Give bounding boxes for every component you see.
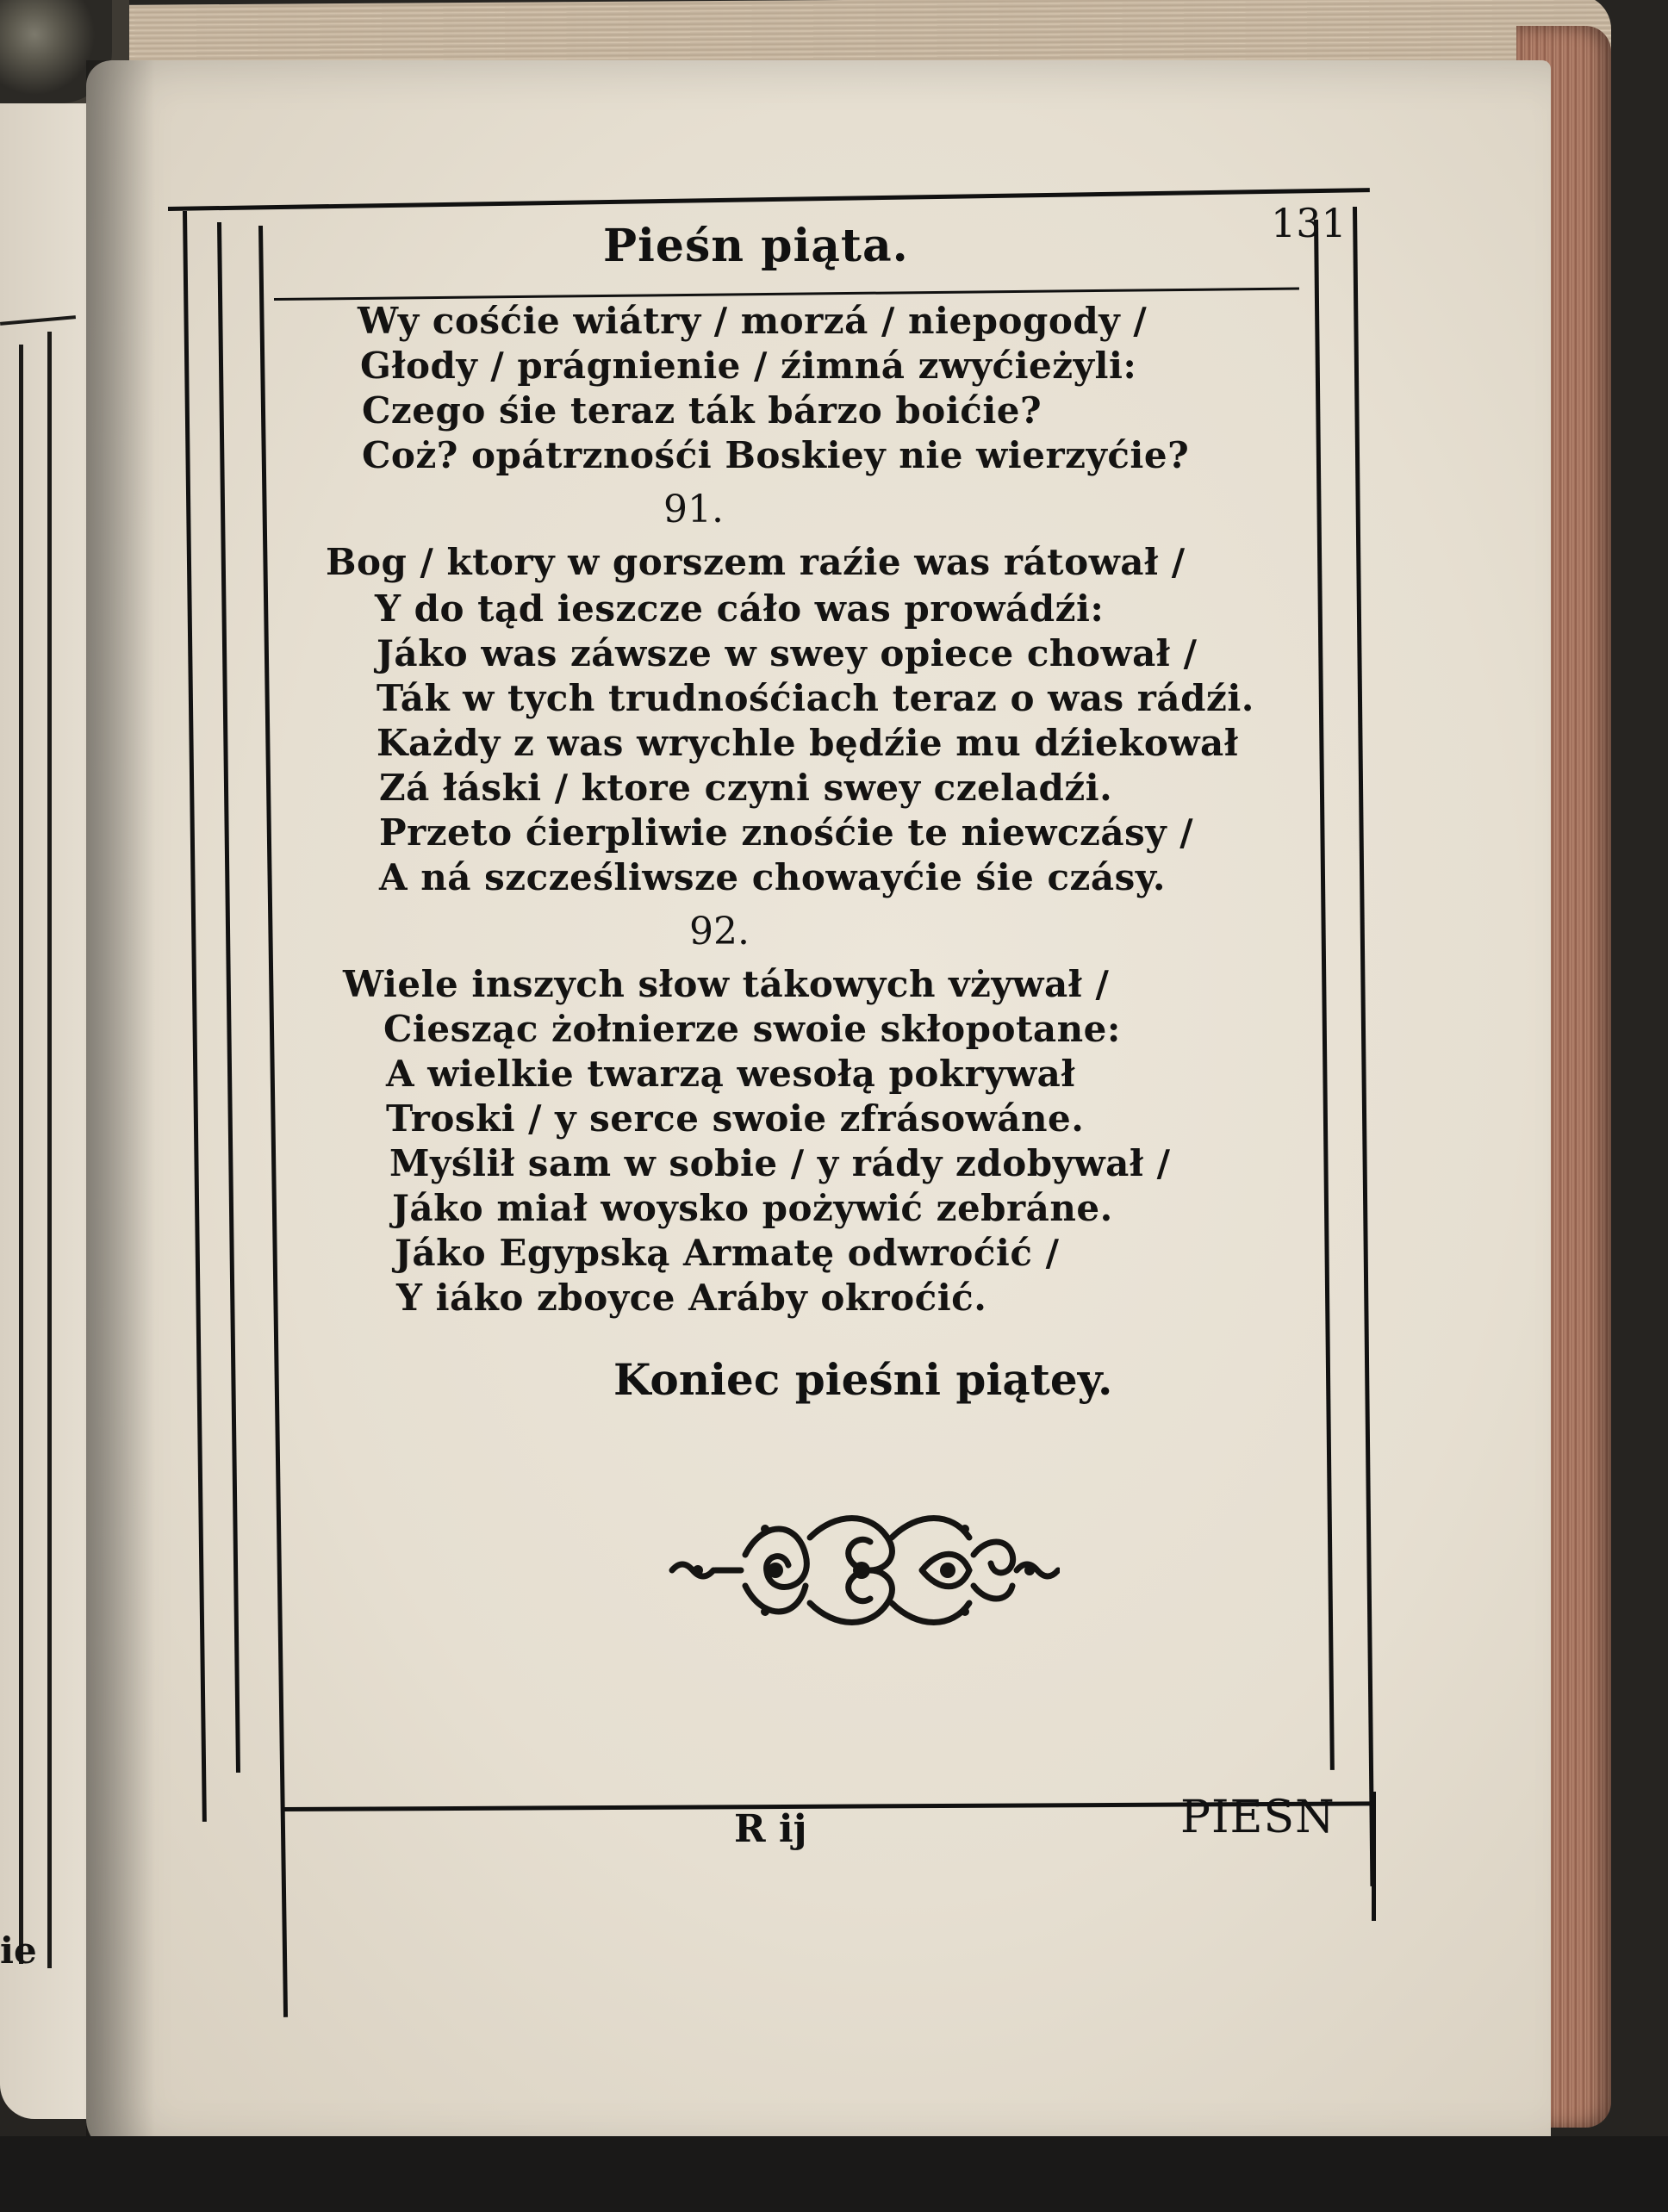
verse-line: Y do tąd ieszcze cáło was prowádźi:: [375, 587, 1105, 630]
previous-page-rule: [19, 345, 23, 1964]
verse-line: Zá łáski / ktore czyni swey czeladźi.: [379, 767, 1113, 809]
verse-line: Jáko Egypską Armatę odwroćić /: [395, 1232, 1060, 1274]
verse-line: Jáko was záwsze w swey opiece chował /: [377, 632, 1198, 674]
catchword: PIESN: [1180, 1792, 1335, 1843]
verse-line: A wielkie twarzą wesołą pokrywał: [386, 1053, 1076, 1095]
printers-ornament: [663, 1503, 1060, 1632]
verse-line: Ták w tych trudnośćiach teraz o was rádźi.: [377, 677, 1254, 719]
verse-line: Wiele inszych słow tákowych vżywał /: [343, 963, 1110, 1005]
previous-page-rule: [0, 315, 76, 326]
previous-page-rule: [47, 332, 52, 1968]
verse-line: Jáko miał woysko pożywić zebráne.: [392, 1187, 1113, 1229]
verse-line: Wy cośćie wiátry / morzá / niepogody /: [358, 300, 1148, 342]
closing-line: Koniec pieśni piątey.: [613, 1354, 1113, 1405]
verse-line: Czego śie teraz ták bárzo boićie?: [362, 389, 1042, 432]
page-header-title: Pieśn piąta.: [603, 220, 909, 272]
verse-line: Y iáko zboyce Aráby okroćić.: [396, 1277, 987, 1319]
frame-rule-right-outer2: [1372, 1792, 1376, 1921]
stanza-number: 91.: [663, 488, 724, 531]
page-number: 131: [1271, 200, 1347, 246]
stanza-number: 92.: [689, 910, 750, 954]
verse-line: Coż? opátrznośći Boskiey nie wierzyćie?: [362, 434, 1190, 476]
verse-line: Przeto ćierpliwie znośćie te niewczásy /: [379, 811, 1194, 854]
verse-line: Ciesząc żołnierze swoie skłopotane:: [383, 1008, 1121, 1050]
signature-mark: R ij: [734, 1807, 807, 1851]
verse-line: Każdy z was wrychle będźie mu dźiekował: [377, 722, 1239, 764]
previous-page-text-fragment: ie: [0, 1929, 37, 1972]
verse-line: Myślił sam w sobie / y rády zdobywał /: [389, 1142, 1171, 1184]
background-surface: [0, 2136, 1668, 2212]
verse-line: Głody / prágnienie / źimná zwyćieżyli:: [360, 345, 1137, 387]
verse-line: Bog / ktory w gorszem raźie was rátował /: [326, 541, 1186, 583]
verse-line: A ná szcześliwsze chowayćie śie czásy.: [379, 856, 1166, 898]
verse-line: Troski / y serce swoie zfrásowáne.: [386, 1097, 1085, 1140]
gutter-shadow: [86, 60, 155, 2153]
